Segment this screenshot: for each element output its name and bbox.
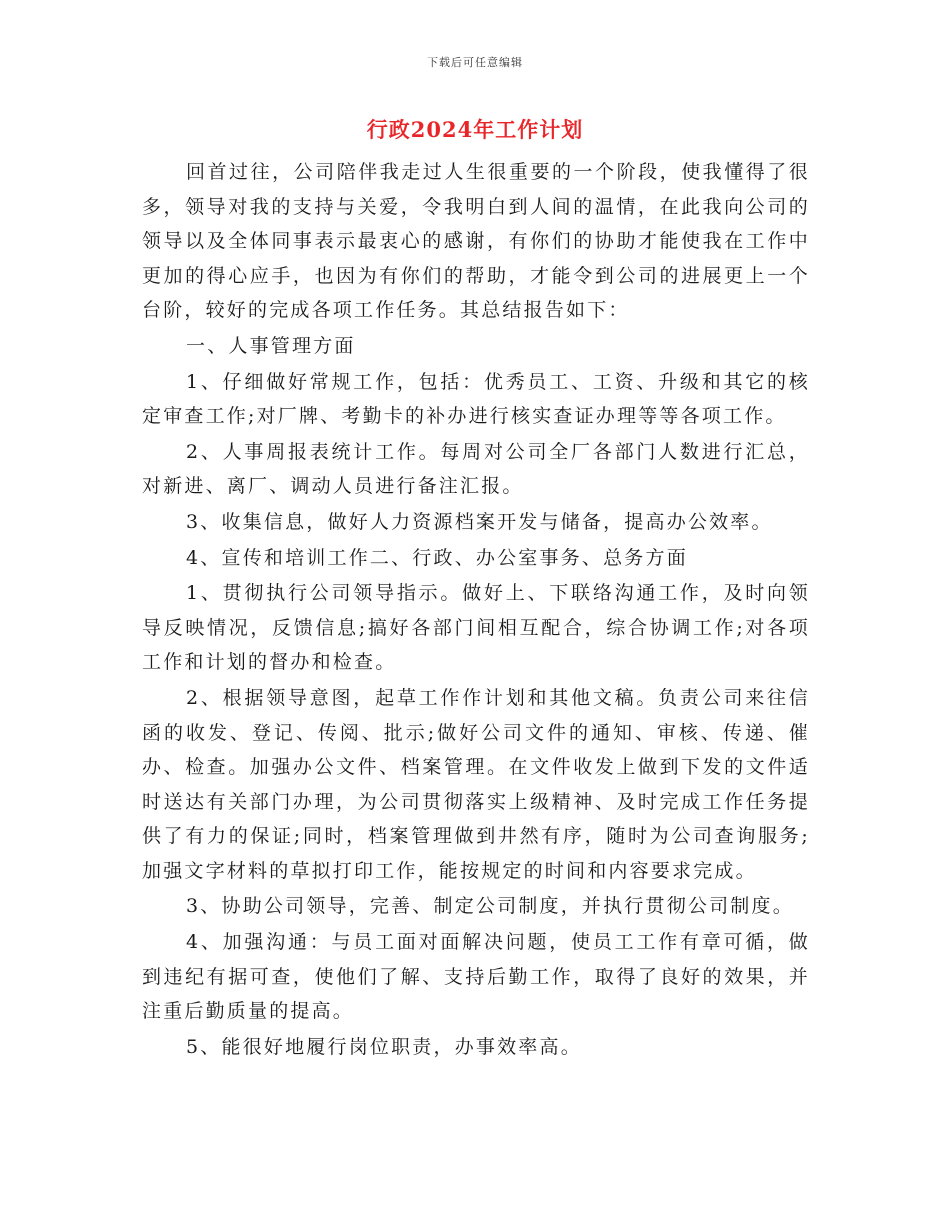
document-title: 行政2024年工作计划: [366, 117, 584, 142]
paragraph-item: 3、协助公司领导，完善、制定公司制度，并执行贯彻公司制度。: [186, 895, 794, 918]
paragraph-item: 4、宣传和培训工作二、行政、办公室事务、总务方面: [186, 546, 688, 569]
paragraph-item: 4、加强沟通：与员工面对面解决问题，使员工工作有章可循，做到违纪有据可查，使他们了解、支持后勤工作，取得了良好的效果，并注重后勤质量的提高。: [142, 931, 810, 1023]
paragraph-item: 2、人事周报表统计工作。每周对公司全厂各部门人数进行汇总，对新进、离厂、调动人员进行备注汇报。: [142, 440, 810, 498]
document-body: [142, 155, 810, 1064]
header-note: 下载后可任意编辑: [427, 56, 523, 69]
paragraph-item: 2、根据领导意图，起草工作作计划和其他文稿。负责公司来往信函的收发、登记、传阅、批示;做好公司文件的通知、审核、传递、催办、检查。加强办公文件、档案管理。在文件收发上做到下发的文件适时送达有关部门办理，为公司贯彻落实上级精神、及时完成工作任务提供了有力的保证;同时，档案管理做到井然有序，随时为公司查询服务;加强文字材料的草拟打印工作，能按规定的时间和内容要求完成。: [142, 686, 810, 882]
paragraph-item: 3、收集信息，做好人力资源档案开发与储备，提高办公效率。: [186, 510, 773, 533]
paragraph-intro: 回首过往，公司陪伴我走过人生很重要的一个阶段，使我懂得了很多，领导对我的支持与关爱，令我明白到人间的温情，在此我向公司的领导以及全体同事表示最衷心的感谢，有你们的协助才能使我在工作中更加的得心应手，也因为有你们的帮助，才能令到公司的进展更上一个台阶，较好的完成各项工作任务。其总结报告如下：: [142, 161, 810, 322]
paragraph-item: 1、贯彻执行公司领导指示。做好上、下联络沟通工作，及时向领导反映情况，反馈信息;搞好各部门间相互配合，综合协调工作;对各项工作和计划的督办和检查。: [142, 582, 810, 674]
section-heading-personnel: 一、人事管理方面: [186, 334, 356, 357]
paragraph-item: 5、能很好地履行岗位职责，办事效率高。: [186, 1035, 582, 1058]
paragraph-item: 1、仔细做好常规工作，包括：优秀员工、工资、升级和其它的核定审查工作;对厂牌、考勤卡的补办进行核实查证办理等等各项工作。: [142, 370, 810, 428]
